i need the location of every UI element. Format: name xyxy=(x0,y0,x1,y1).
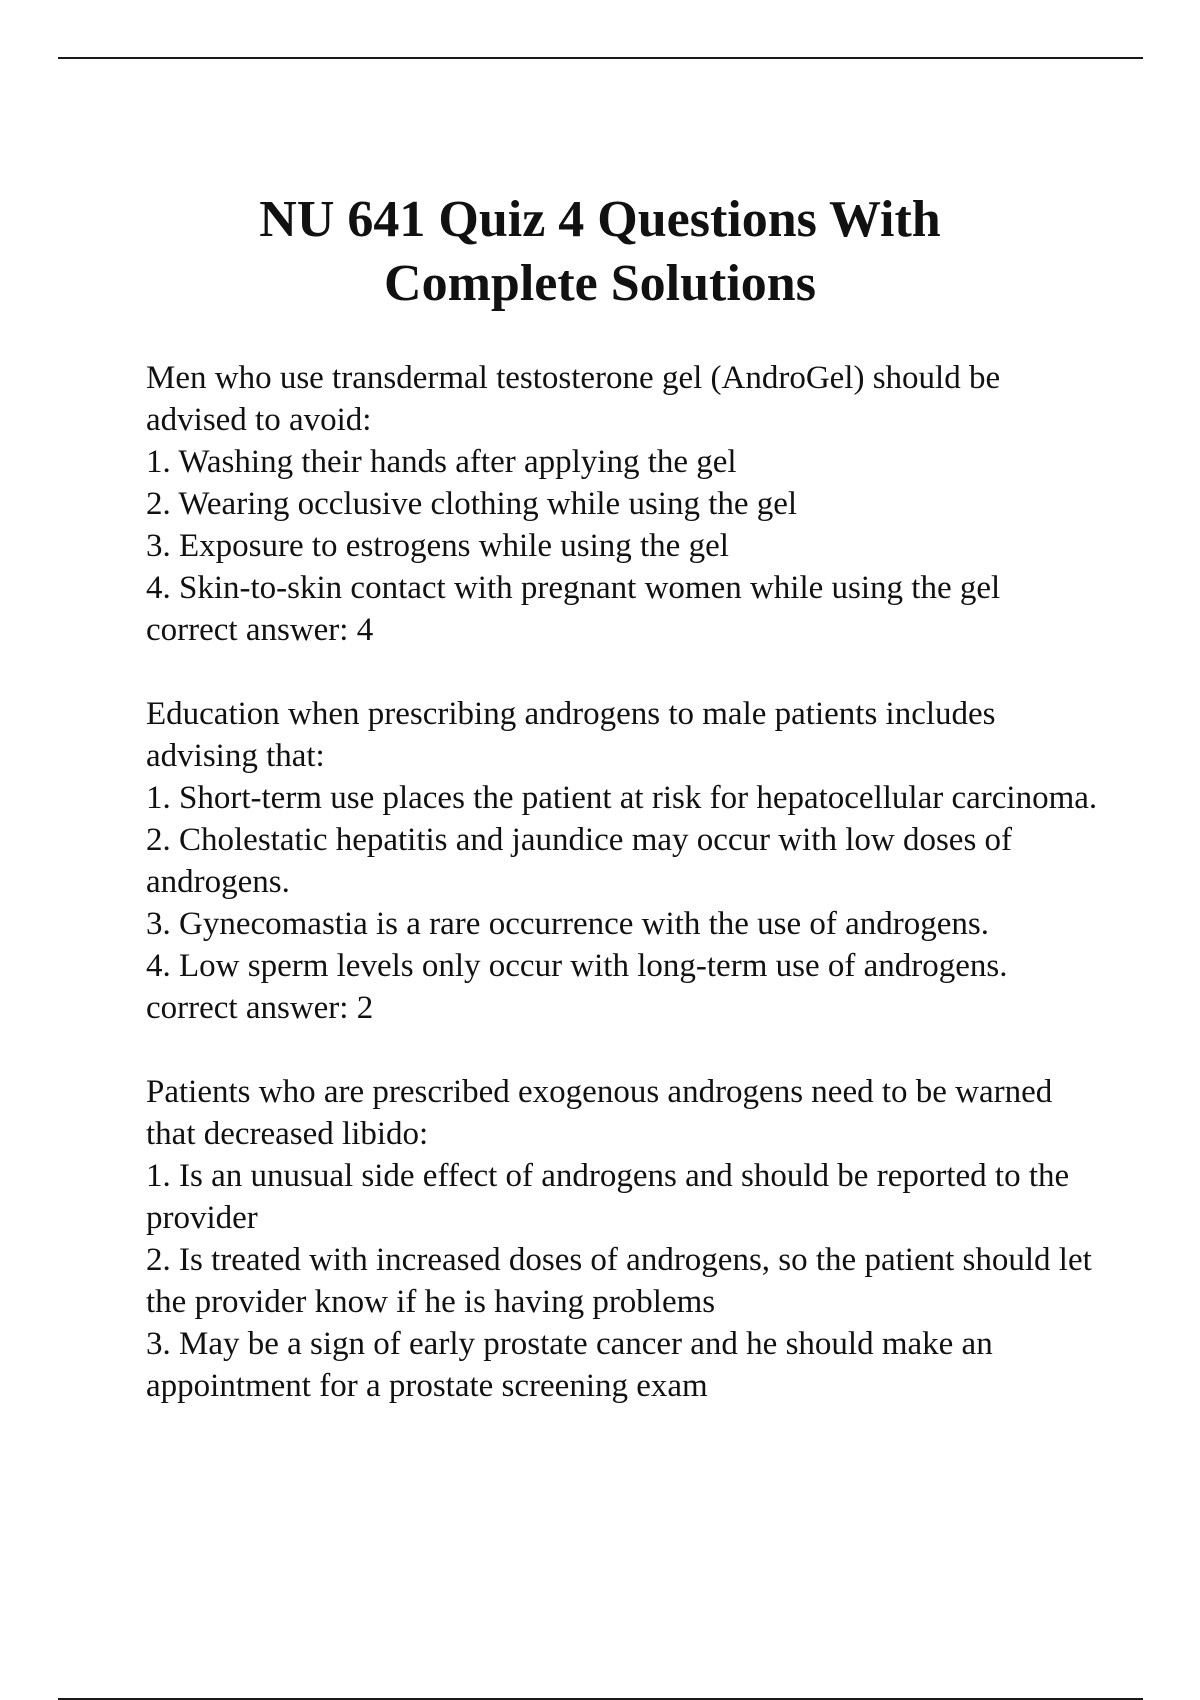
answer-option: 4. Skin-to-skin contact with pregnant women while using the gel xyxy=(146,570,1001,606)
title-line-1: NU 641 Quiz 4 Questions With xyxy=(259,191,941,248)
answer-option: 3. Gynecomastia is a rare occurrence with the use of androgens. xyxy=(146,906,989,942)
question-1 xyxy=(146,357,1106,651)
correct-answer: correct answer: 4 xyxy=(146,612,374,648)
question-3 xyxy=(146,1071,1106,1407)
answer-option: 4. Low sperm levels only occur with long-term use of androgens. correct answer: 2 xyxy=(146,948,1008,1026)
answer-option: 2. Is treated with increased doses of androgens, so the patient should let the provider know if he is having problems xyxy=(146,1242,1092,1320)
answer-option: 1. Is an unusual side effect of androgens and should be reported to the provider xyxy=(146,1158,1070,1236)
question-prompt: Education when prescribing androgens to male patients includes advising that: xyxy=(146,696,996,774)
answer-option: 1. Short-term use places the patient at risk for hepatocellular carcinoma. xyxy=(146,780,1098,816)
top-divider xyxy=(58,57,1143,59)
answer-option: 2. Cholestatic hepatitis and jaundice may occur with low doses of androgens. xyxy=(146,822,1013,900)
page-title xyxy=(100,188,1100,316)
question-2 xyxy=(146,693,1106,1029)
answer-option: 1. Washing their hands after applying the gel xyxy=(146,444,737,480)
question-prompt: Men who use transdermal testosterone gel (AndroGel) should be advised to avoid: xyxy=(146,360,1001,438)
answer-option: 3. Exposure to estrogens while using the gel xyxy=(146,528,729,564)
quiz-content xyxy=(146,357,1106,1449)
answer-option: 3. May be a sign of early prostate cancer and he should make an appointment for a prostate screening exam xyxy=(146,1326,993,1404)
question-prompt: Patients who are prescribed exogenous androgens need to be warned that decreased libido: xyxy=(146,1074,1053,1152)
answer-option: 2. Wearing occlusive clothing while using the gel xyxy=(146,486,798,522)
title-line-2: Complete Solutions xyxy=(384,255,816,312)
